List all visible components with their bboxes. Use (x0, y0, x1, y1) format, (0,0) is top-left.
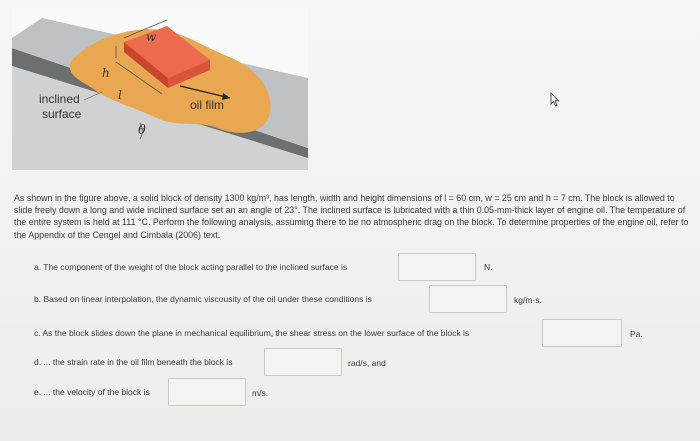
answer-a-input[interactable] (398, 253, 476, 281)
inclined-label: inclined (39, 92, 80, 106)
mouse-pointer-icon (548, 92, 562, 108)
answer-b-unit: kg/m·s. (514, 295, 542, 305)
oil-film-label: oil film (190, 98, 225, 112)
question-c-text: c. As the block slides down the plane in mechanical equilibrium, the shear stress on the lower surface of the block is (34, 328, 470, 338)
inclined-plane-figure (12, 8, 308, 170)
question-e-text: e. ... the velocity of the block is (34, 387, 150, 397)
answer-e-unit: m/s. (252, 388, 269, 398)
answer-c-unit: Pa. (630, 329, 643, 339)
answer-b-input[interactable] (429, 285, 507, 313)
question-a-text: a. The component of the weight of the block acting parallel to the inclined surface is (34, 262, 348, 272)
answer-d-unit: rad/s, and (348, 358, 386, 368)
w-symbol: w (146, 30, 157, 44)
l-symbol: l (118, 88, 122, 102)
answer-d-input[interactable] (264, 348, 342, 376)
answer-c-input[interactable] (542, 319, 622, 347)
question-d-text: d. ... the strain rate in the oil film beneath the block is (34, 357, 233, 367)
answer-e-input[interactable] (168, 378, 246, 406)
question-b-text: b. Based on linear interpolation, the dynamic viscousity of the oil under these conditions is (34, 294, 372, 304)
h-symbol: h (102, 66, 110, 80)
surface-label: surface (42, 107, 82, 121)
answer-a-unit: N. (484, 262, 493, 272)
figure-diagram (12, 8, 308, 170)
problem-statement: As shown in the figure above, a solid block of density 1300 kg/m³, has length, width and height dimensions of l = 60 cm, w = 25 cm and h = 7 cm. The block is allowed to slide freely down a long and wide inclined surface set an an angle of 23°. The inclined surface is lubricated with a thin 0.05-mm-thick layer of engine oil. The temperature of the entire system is held at 111 °C. Perform the following analysis, assuming there to be no atmospheric drag on the block. To determine properties of the engine oil, refer to the Appendix of the Cengel and Cimbala (2006) text. (14, 193, 689, 240)
theta-symbol: θ (138, 123, 146, 138)
